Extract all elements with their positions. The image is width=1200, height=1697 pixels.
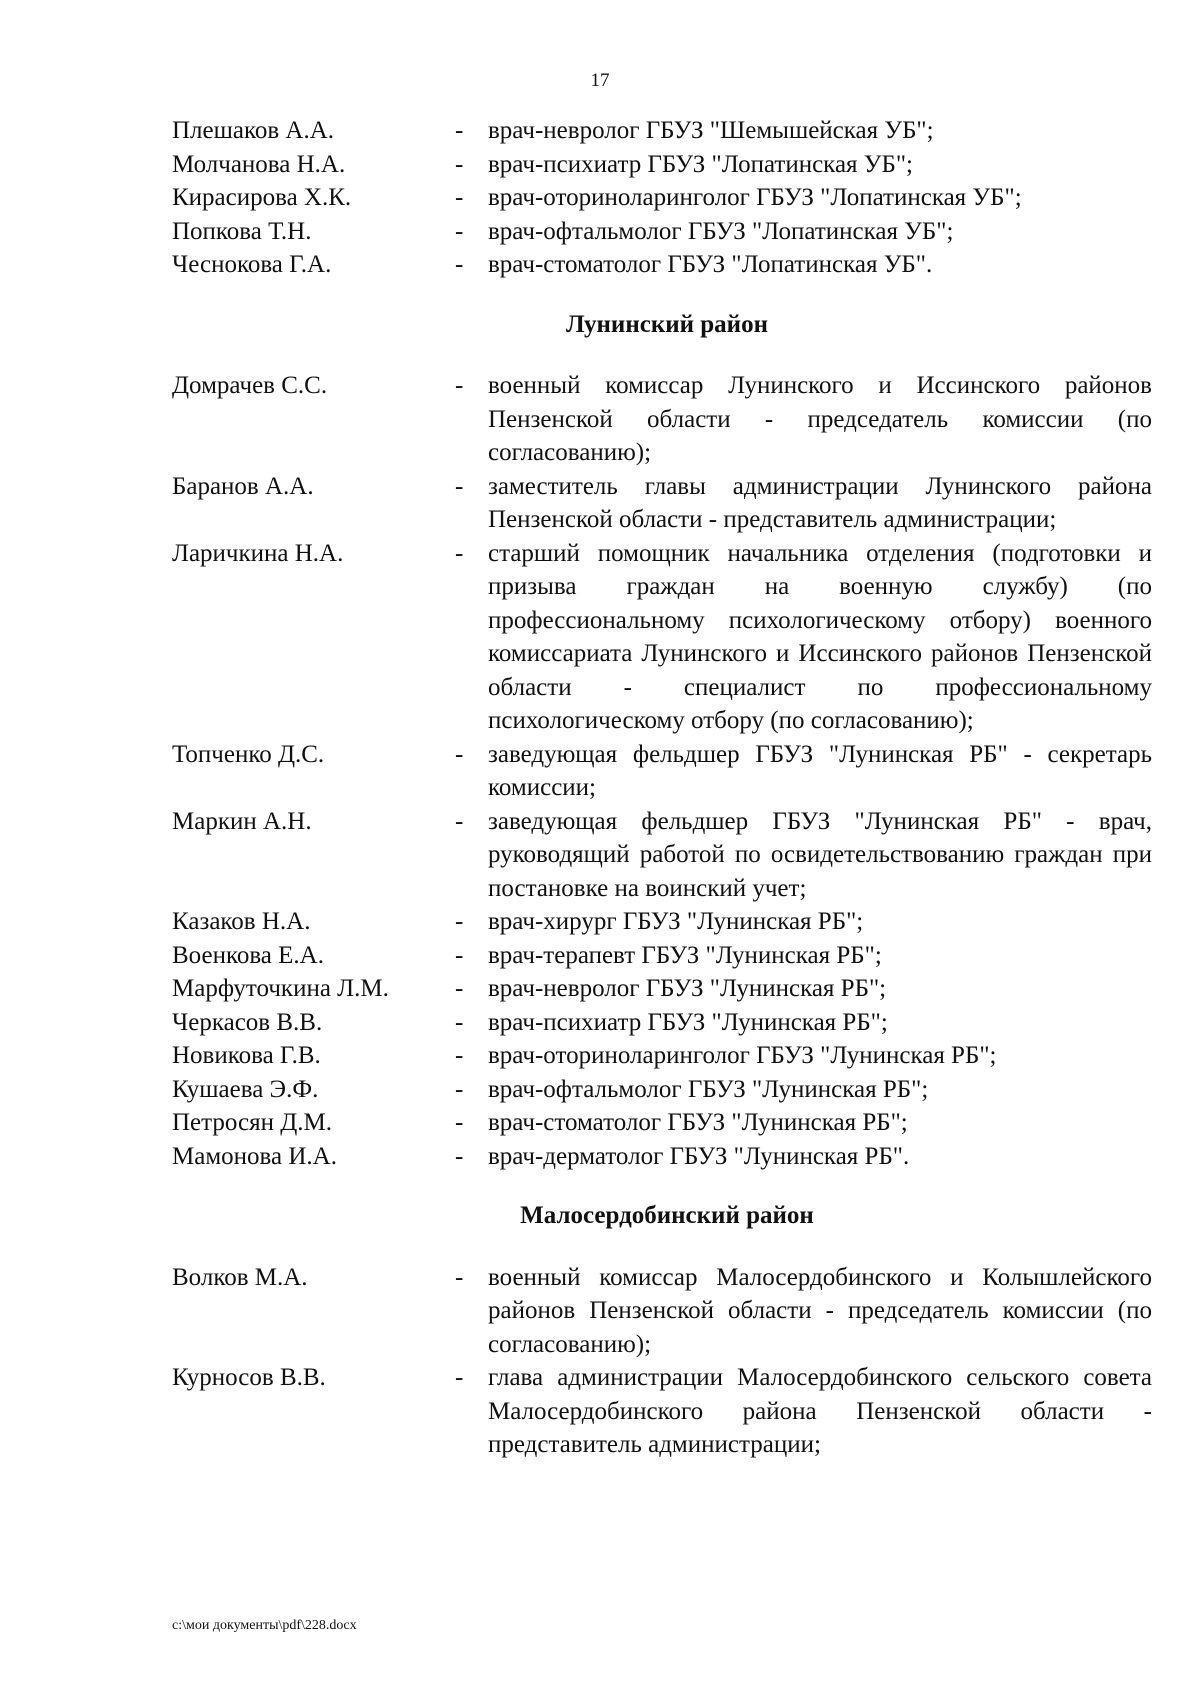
member-role: глава администрации Малосердобинского сельского совета Малосердобинского района Пензенской области - представитель администрации;: [488, 1364, 1152, 1458]
member-row: [172, 1039, 1152, 1073]
member-name: Петросян Д.М.: [172, 1109, 333, 1136]
dash-separator: -: [455, 150, 464, 178]
member-row: [172, 939, 1152, 973]
member-role: врач-невролог ГБУЗ "Лунинская РБ";: [488, 975, 887, 1002]
dash-separator: -: [455, 1008, 464, 1036]
member-role: врач-невролог ГБУЗ "Шемышейская УБ";: [488, 117, 934, 144]
dash-separator: -: [455, 184, 464, 211]
member-row: [172, 1006, 1152, 1040]
dash-separator: -: [455, 740, 464, 768]
member-name: Новикова Г.В.: [172, 1042, 321, 1069]
dash-separator: -: [455, 1142, 464, 1170]
member-row: [172, 1361, 1152, 1462]
commission-section: [172, 1199, 1152, 1462]
member-role: врач-хирург ГБУЗ "Лунинская РБ";: [488, 908, 864, 935]
dash-separator: -: [455, 472, 464, 500]
member-row: [172, 805, 1152, 906]
member-role: врач-оториноларинголог ГБУЗ "Лопатинская УБ";: [488, 184, 1022, 211]
member-role: врач-офтальмолог ГБУЗ "Лопатинская УБ";: [488, 217, 954, 245]
member-name: Курносов В.В.: [172, 1364, 326, 1391]
member-name: Казаков Н.А.: [172, 908, 311, 935]
member-role: врач-психиатр ГБУЗ "Лунинская РБ";: [488, 1008, 888, 1036]
member-role: старший помощник начальника отделения (подготовки и призыва граждан на военную службу) (по профессиональному психологическому отбору) военного комиссариата Лунинского и Иссинского районов Пензенской области - специалист по профессиональному психологическому отбору (по согласованию);: [488, 539, 1152, 734]
member-row: [172, 738, 1152, 805]
commission-section: [172, 308, 1152, 1174]
member-role: врач-оториноларинголог ГБУЗ "Лунинская РБ";: [488, 1042, 997, 1069]
member-row: [172, 248, 1152, 282]
member-name: Попкова Т.Н.: [172, 217, 312, 245]
member-role: врач-офтальмолог ГБУЗ "Лунинская РБ";: [488, 1075, 929, 1103]
dash-separator: -: [455, 372, 464, 399]
member-name: Молчанова Н.А.: [172, 150, 346, 178]
page-number: 17: [590, 70, 610, 91]
dash-separator: -: [455, 975, 464, 1002]
dash-separator: -: [455, 117, 464, 144]
member-name: Ларичкина Н.А.: [172, 539, 344, 567]
member-row: [172, 369, 1152, 470]
dash-separator: -: [455, 908, 464, 935]
member-row: [172, 972, 1152, 1006]
member-role: врач-терапевт ГБУЗ "Лунинская РБ";: [488, 941, 882, 969]
dash-separator: -: [455, 217, 464, 245]
member-name: Баранов А.А.: [172, 472, 314, 500]
dash-separator: -: [455, 1364, 464, 1391]
member-row: [172, 1073, 1152, 1107]
member-row: [172, 1261, 1152, 1362]
member-row: [172, 470, 1152, 537]
member-role: врач-стоматолог ГБУЗ "Лопатинская УБ".: [488, 251, 933, 278]
member-name: Кирасирова Х.К.: [172, 184, 352, 211]
member-row: [172, 1106, 1152, 1140]
member-row: [172, 537, 1152, 738]
member-row: [172, 1140, 1152, 1174]
member-name: Мамонова И.А.: [172, 1142, 337, 1170]
member-name: Волков М.А.: [172, 1263, 308, 1291]
member-role: врач-дерматолог ГБУЗ "Лунинская РБ".: [488, 1142, 910, 1170]
member-name: Черкасов В.В.: [172, 1008, 323, 1036]
member-name: Домрачев С.С.: [172, 372, 328, 399]
member-name: Маркин А.Н.: [172, 807, 312, 835]
member-role: военный комиссар Лунинского и Иссинского районов Пензенской области - председатель комиссии (по согласованию);: [488, 372, 1152, 466]
member-name: Военкова Е.А.: [172, 941, 324, 969]
member-name: Плешаков А.А.: [172, 117, 335, 144]
document-body: [172, 114, 1152, 1462]
dash-separator: -: [455, 1109, 464, 1136]
member-name: Чеснокова Г.А.: [172, 251, 332, 278]
dash-separator: -: [455, 807, 464, 835]
member-name: Кушаева Э.Ф.: [172, 1075, 319, 1103]
member-role: врач-стоматолог ГБУЗ "Лунинская РБ";: [488, 1109, 908, 1136]
member-row: [172, 215, 1152, 249]
dash-separator: -: [455, 1042, 464, 1069]
dash-separator: -: [455, 1075, 464, 1103]
dash-separator: -: [455, 251, 464, 278]
member-row: [172, 181, 1152, 215]
member-row: [172, 148, 1152, 182]
member-role: заместитель главы администрации Лунинского района Пензенской области - представитель администрации;: [488, 472, 1152, 533]
member-role: заведующая фельдшер ГБУЗ "Лунинская РБ" - секретарь комиссии;: [488, 740, 1152, 801]
commission-section: [172, 114, 1152, 282]
member-row: [172, 114, 1152, 148]
member-role: врач-психиатр ГБУЗ "Лопатинская УБ";: [488, 150, 913, 178]
member-row: [172, 905, 1152, 939]
member-role: военный комиссар Малосердобинского и Колышлейского районов Пензенской области - председатель комиссии (по согласованию);: [488, 1263, 1152, 1358]
section-title: Малосердобинский район: [520, 1202, 814, 1229]
dash-separator: -: [455, 1263, 464, 1291]
member-name: Топченко Д.С.: [172, 740, 325, 768]
section-title: Лунинский район: [566, 310, 768, 338]
dash-separator: -: [455, 941, 464, 969]
file-path-footer: c:\мои документы\pdf\228.docx: [172, 1618, 357, 1633]
member-name: Марфуточкина Л.М.: [172, 975, 389, 1002]
member-role: заведующая фельдшер ГБУЗ "Лунинская РБ" - врач, руководящий работой по освидетельствованию граждан при постановке на воинский учет;: [488, 807, 1152, 902]
dash-separator: -: [455, 539, 464, 567]
